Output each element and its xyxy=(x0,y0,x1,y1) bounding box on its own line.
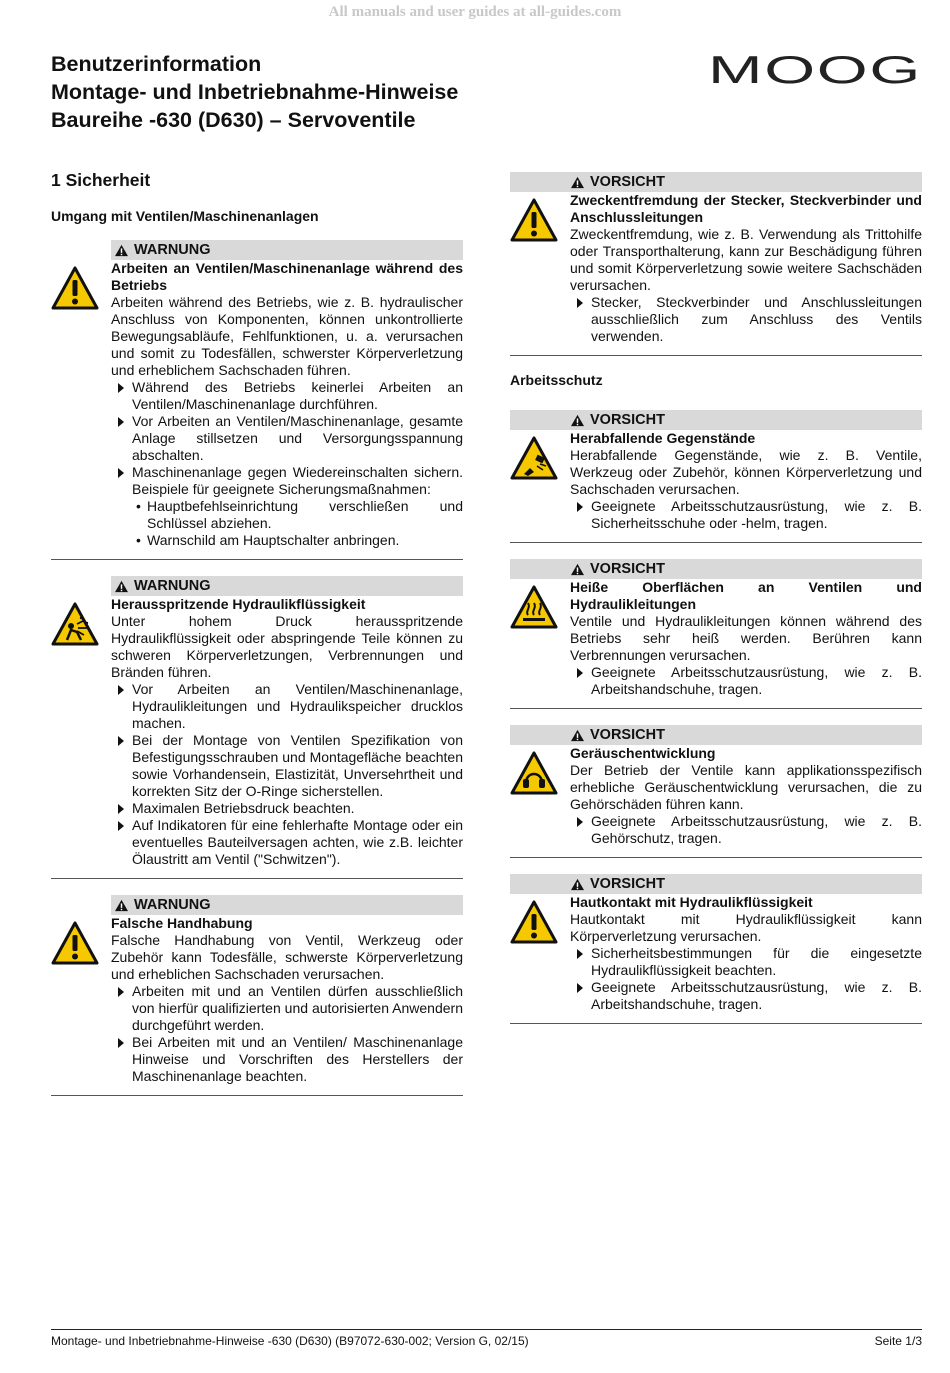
falling-objects-warning-icon xyxy=(510,436,558,480)
svg-text:MOOG: MOOG xyxy=(708,54,922,86)
warning-small-icon xyxy=(570,729,585,742)
hazard-description: Arbeiten während des Betriebs, wie z. B. hydraulischer Anschluss von Komponenten, können unkontrollierte Bewegungsabläufe, Fehlfunktionen, u. a. verursachen und somit zu Todesfällen, schwerster Körperverletzung und erheblichem Sachschaden führen. xyxy=(111,294,463,378)
fluid-spray-warning-icon xyxy=(51,602,99,646)
action-item: Arbeiten mit und an Ventilen dürfen ausschließlich von hierfür qualifizierten und autorisierten Anwendern durchgeführt werden. xyxy=(118,983,463,1034)
action-list xyxy=(118,681,463,868)
warning-small-icon xyxy=(570,563,585,576)
action-item: Sicherheitsbestimmungen für die eingesetzte Hydraulikflüssigkeit beachten. xyxy=(577,945,922,979)
hazard-title: Herausspritzende Hydraulikflüssigkeit xyxy=(111,596,366,612)
signal-word-bar xyxy=(111,895,463,915)
action-list xyxy=(577,664,922,698)
hazard-title: Arbeiten an Ventilen/Maschinenanlage während des Betriebs xyxy=(111,260,463,293)
warning-box xyxy=(51,576,463,879)
hazard-title: Hautkontakt mit Hydraulikflüssigkeit xyxy=(570,894,813,910)
signal-word: WARNUNG xyxy=(134,578,211,594)
action-list xyxy=(577,294,922,345)
signal-word: VORSICHT xyxy=(590,727,665,743)
warning-small-icon xyxy=(114,899,129,912)
title-line-2: Montage- und Inbetriebnahme-Hinweise xyxy=(51,80,459,104)
warning-small-icon xyxy=(114,244,129,257)
hazard-title: Herabfallende Gegenstände xyxy=(570,430,756,446)
sub-list xyxy=(136,498,463,549)
action-item: Stecker, Steckverbinder und Anschlussleitungen ausschließlich zum Anschluss des Ventils verwenden. xyxy=(577,294,922,345)
signal-word-bar xyxy=(510,172,922,192)
general-warning-icon xyxy=(510,900,558,944)
caution-box xyxy=(510,559,922,709)
signal-word: VORSICHT xyxy=(590,412,665,428)
warning-small-icon xyxy=(114,580,129,593)
right-column xyxy=(510,172,922,1040)
action-item: Während des Betriebs keinerlei Arbeiten an Ventilen/Maschinenanlage durchführen. xyxy=(118,379,463,413)
caution-box xyxy=(510,874,922,1024)
action-list xyxy=(577,945,922,1013)
footer-document-id: Montage- und Inbetriebnahme-Hinweise -630 (D630) (B97072-630-002; Version G, 02/15) xyxy=(51,1334,529,1348)
hazard-title: Zweckentfremdung der Stecker, Steckverbinder und Anschlussleitungen xyxy=(570,192,922,225)
caution-box xyxy=(510,725,922,858)
caution-box xyxy=(510,410,922,543)
sub-item: • Hauptbefehlseinrichtung verschließen und Schlüssel abziehen. xyxy=(136,498,463,532)
signal-word-bar xyxy=(510,410,922,430)
moog-logo xyxy=(708,54,924,86)
warning-box xyxy=(51,895,463,1096)
action-item: Geeignete Arbeitsschutzausrüstung, wie z. B. Gehörschutz, tragen. xyxy=(577,813,922,847)
hazard-description: Falsche Handhabung von Ventil, Werkzeug oder Zubehör kann Todesfälle, schwerste Körperverletzung und erheblichen Sachschaden verursachen. xyxy=(111,932,463,982)
subsection-title: Arbeitsschutz xyxy=(510,372,603,388)
warning-small-icon xyxy=(570,176,585,189)
hazard-title: Geräuschentwicklung xyxy=(570,745,716,761)
footer-page-number: Seite 1/3 xyxy=(874,1334,922,1348)
hazard-description: Der Betrieb der Ventile kann applikationsspezifisch erhebliche Geräuschentwicklung verursachen, die zu Gehörschäden führen kann. xyxy=(570,762,922,812)
signal-word-bar xyxy=(510,874,922,894)
document-title xyxy=(51,50,611,134)
action-list xyxy=(577,498,922,532)
signal-word: WARNUNG xyxy=(134,242,211,258)
warning-small-icon xyxy=(570,414,585,427)
footer-divider xyxy=(51,1329,922,1330)
action-item: Vor Arbeiten an Ventilen/Maschinenanlage, gesamte Anlage stillsetzen und Versorgungsspannung abschalten. xyxy=(118,413,463,464)
action-item: Vor Arbeiten an Ventilen/Maschinenanlage, Hydraulikleitungen und Hydraulikspeicher drucklos machen. xyxy=(118,681,463,732)
signal-word: WARNUNG xyxy=(134,897,211,913)
hazard-description: Hautkontakt mit Hydraulikflüssigkeit kann Körperverletzung verursachen. xyxy=(570,911,922,944)
section-title: 1 Sicherheit xyxy=(51,170,151,190)
signal-word: VORSICHT xyxy=(590,876,665,892)
hazard-title: Falsche Handhabung xyxy=(111,915,253,931)
title-line-1: Benutzerinformation xyxy=(51,52,262,76)
action-item xyxy=(118,464,463,549)
watermark: All manuals and user guides at all-guides.com xyxy=(328,4,622,20)
warning-box xyxy=(51,240,463,560)
signal-word: VORSICHT xyxy=(590,561,665,577)
hot-surface-warning-icon xyxy=(510,585,558,629)
hazard-description: Herabfallende Gegenstände, wie z. B. Ventile, Werkzeug oder Zubehör, können Körperverletzung und Sachschaden verursachen. xyxy=(570,447,922,497)
hazard-description: Ventile und Hydraulikleitungen können während des Betriebs sehr heiß werden. Berühren kann Verbrennungen verursachen. xyxy=(570,613,922,663)
general-warning-icon xyxy=(51,921,99,965)
action-list xyxy=(118,983,463,1085)
action-item: Geeignete Arbeitsschutzausrüstung, wie z. B. Arbeitshandschuhe, tragen. xyxy=(577,979,922,1013)
action-list xyxy=(577,813,922,847)
warning-small-icon xyxy=(570,878,585,891)
action-item: Maximalen Betriebsdruck beachten. xyxy=(118,800,463,817)
action-item-text: Maschinenanlage gegen Wiedereinschalten sichern. Beispiele für geeignete Sicherungsmaßnahmen: xyxy=(132,464,463,497)
subsection-title: Umgang mit Ventilen/Maschinenanlagen xyxy=(51,208,319,224)
action-item: Bei der Montage von Ventilen Spezifikation von Befestigungsschrauben und Montagefläche beachten sowie Vorhandensein, Elastizität, Unversehrtheit und korrekten Sitz der O-Ringe sicherstellen. xyxy=(118,732,463,800)
general-warning-icon xyxy=(51,266,99,310)
signal-word-bar xyxy=(510,725,922,745)
action-item: Auf Indikatoren für eine fehlerhafte Montage oder ein eventuelles Bauteilversagen achten, wie z.B. leichter Ölaustritt am Ventil ("Schwitzen"). xyxy=(118,817,463,868)
hazard-description: Unter hohem Druck herausspritzende Hydraulikflüssigkeit oder abspringende Teile können zu schweren Körperverletzungen, Verbrennungen und Bränden führen. xyxy=(111,613,463,680)
left-column xyxy=(51,170,463,1112)
sub-item: • Warnschild am Hauptschalter anbringen. xyxy=(136,532,463,549)
hazard-description: Zweckentfremdung, wie z. B. Verwendung als Trittohilfe oder Transporthalterung, kann zur Beschädigung führen und somit Körperverletzung sowie weitere Sachschäden verursachen. xyxy=(570,226,922,293)
signal-word-bar xyxy=(510,559,922,579)
action-item: Geeignete Arbeitsschutzausrüstung, wie z. B. Arbeitshandschuhe, tragen. xyxy=(577,664,922,698)
action-item: Geeignete Arbeitsschutzausrüstung, wie z. B. Sicherheitsschuhe oder -helm, tragen. xyxy=(577,498,922,532)
signal-word-bar xyxy=(111,576,463,596)
signal-word-bar xyxy=(111,240,463,260)
hearing-protection-warning-icon xyxy=(510,751,558,795)
action-item: Bei Arbeiten mit und an Ventilen/ Maschinenanlage Hinweise und Vorschriften des Herstellers der Maschinenanlage beachten. xyxy=(118,1034,463,1085)
hazard-title: Heiße Oberflächen an Ventilen und Hydraulikleitungen xyxy=(570,579,922,612)
signal-word: VORSICHT xyxy=(590,174,665,190)
general-warning-icon xyxy=(510,198,558,242)
caution-box xyxy=(510,172,922,356)
title-line-3: Baureihe -630 (D630) – Servoventile xyxy=(51,108,416,132)
action-list xyxy=(118,379,463,549)
